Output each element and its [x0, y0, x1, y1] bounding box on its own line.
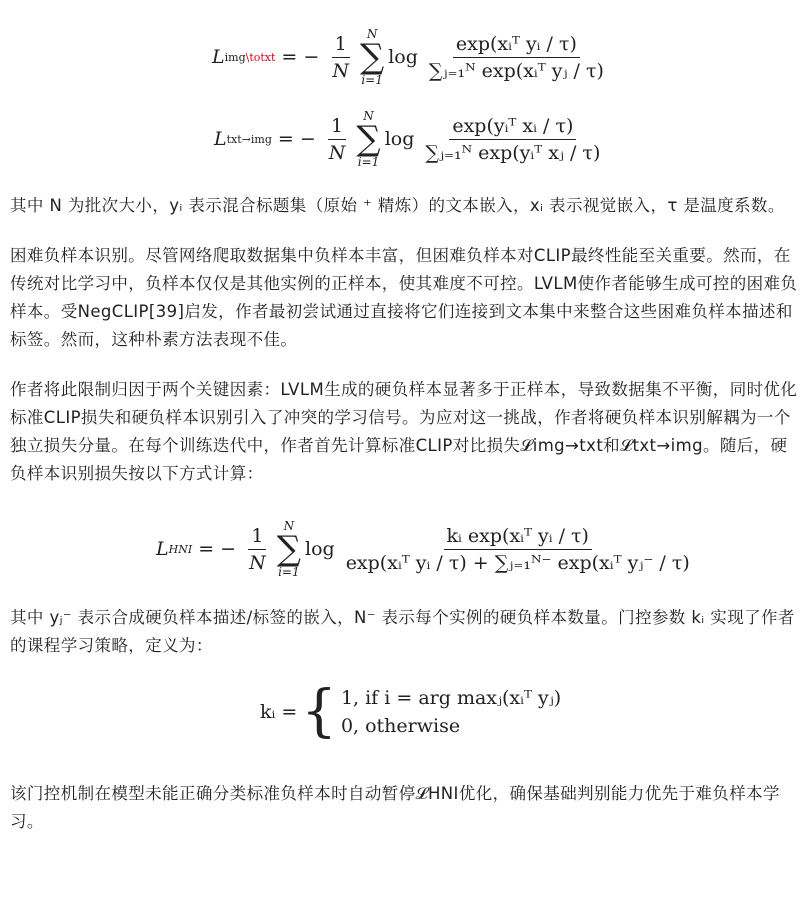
paragraph-decoupled-loss: 作者将此限制归因于两个关键因素：LVLM生成的硬负样本显著多于正样本，导致数据集不平衡，同时优化标准CLIP损失和硬负样本识别引入了冲突的学习信号。为应对这一挑战，作者将硬负样本识别解耦为一个独立损失分量。在每个训练迭代中，作者首先计算标准CLIP对比损失𝓛img→txt和𝓛txt→img。随后，硬负样本识别损失按以下方式计算：	[10, 380, 798, 483]
equation-gating-definition: kᵢ = { 1, if i = arg maxⱼ(xᵢᵀ yⱼ) 0, otherwise	[260, 679, 562, 744]
document-page	[10, 0, 802, 836]
equation-fraction: $\frac{\text{exp(xᵢᵀ yᵢ / τ)}}{\text{∑ⱼ₌₁ᴺ exp(xᵢᵀ yⱼ / τ)}}$	[428, 32, 604, 82]
equation-fraction: $\frac{\text{exp(yᵢᵀ xᵢ / τ)}}{\text{∑ⱼ₌₁ᴺ exp(yᵢᵀ xⱼ / τ)}}$	[425, 114, 601, 164]
paragraph-gating-mechanism: 该门控机制在模型未能正确分类标准负样本时自动暂停𝓛HNI优化，确保基础判别能力优先于难负样本学习。	[10, 784, 780, 831]
equation-hni-loss: L HNI = − $\frac{1}{N}$ N ∑ i=1 log $\frac{\text{kᵢ exp(xᵢᵀ yᵢ / τ)}}{\text{exp(xᵢᵀ yᵢ / τ) + ∑ⱼ₌₁ᴺ⁻ exp(xᵢᵀ yⱼ⁻ / τ)}}$	[10, 498, 802, 598]
paragraph-gating-parameter: 其中 yⱼ⁻ 表示合成硬负样本描述/标签的嵌入，N⁻ 表示每个实例的硬负样本数量。门控参数 kᵢ 实现了作者的课程学习策略，定义为：	[10, 608, 795, 655]
equation-img-to-txt: L img\totxt = − $\frac{1}{N}$ N ∑ i=1 log $\frac{\text{exp(xᵢᵀ yᵢ / τ)}}{\text{∑ⱼ₌₁ᴺ exp(xᵢᵀ yⱼ / τ)}}$	[10, 10, 802, 90]
equation-fraction: $\frac{\text{kᵢ exp(xᵢᵀ yᵢ / τ)}}{\text{exp(xᵢᵀ yᵢ / τ) + ∑ⱼ₌₁ᴺ⁻ exp(xᵢᵀ yⱼ⁻ / τ)}}$	[345, 524, 690, 574]
equation-txt-to-img: L txt→img = − $\frac{1}{N}$ N ∑ i=1 log $\frac{\text{exp(yᵢᵀ xᵢ / τ)}}{\text{∑ⱼ₌₁ᴺ exp(yᵢᵀ xⱼ / τ)}}$	[10, 92, 802, 182]
paragraph-hard-negative-identification: 困难负样本识别。尽管网络爬取数据集中负样本丰富，但困难负样本对CLIP最终性能至关重要。然而，在传统对比学习中，负样本仅仅是其他实例的正样本，使其难度不可控。LVLM使作者能够生成可控的困难负样本。受NegCLIP[39]启发，作者最初尝试通过直接将它们连接到文本集中来整合这些困难负样本描述和标签。然而，这种朴素方法表现不佳。	[10, 246, 798, 349]
paragraph-batch-size: 其中 N 为批次大小，yᵢ 表示混合标题集（原始 ⁺ 精炼）的文本嵌入，xᵢ 表示视觉嵌入，τ 是温度系数。	[10, 196, 785, 215]
